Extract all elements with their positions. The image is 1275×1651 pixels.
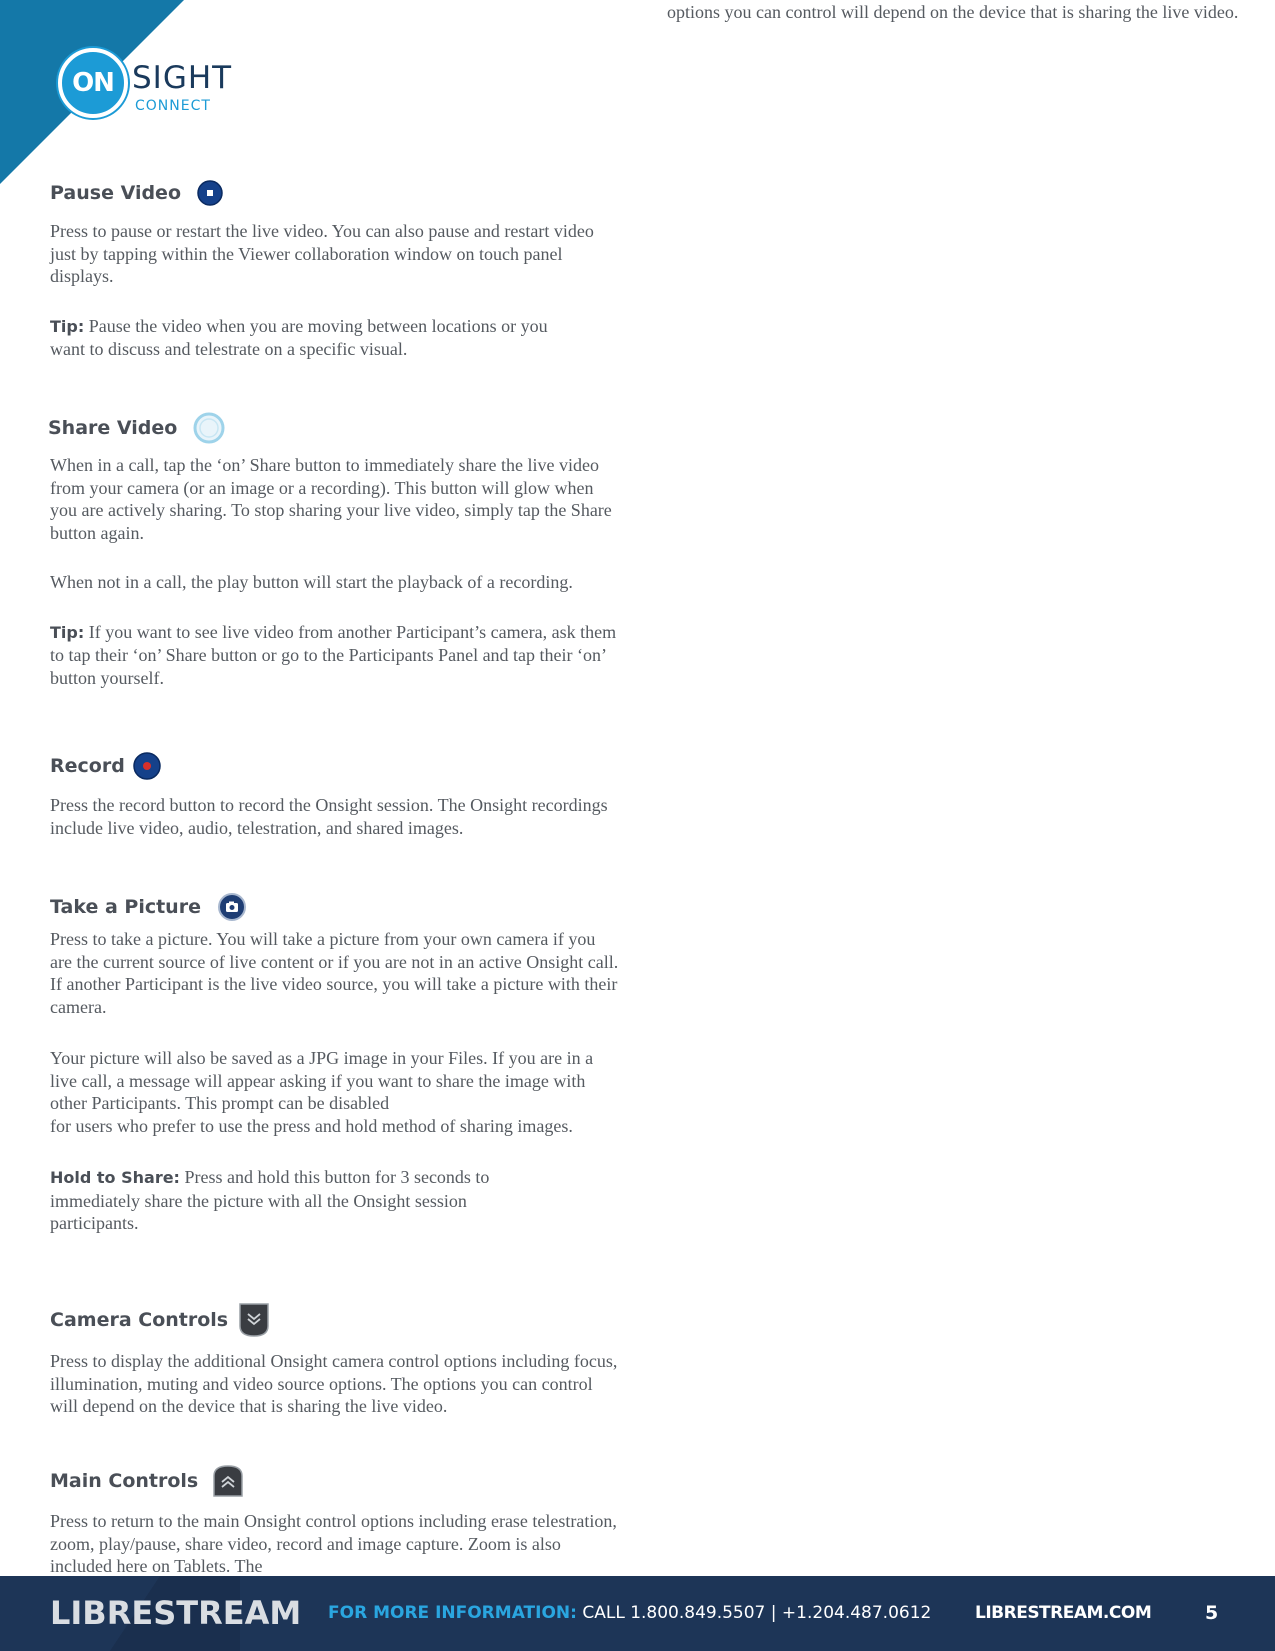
section-record (50, 752, 620, 839)
pause-icon (197, 180, 223, 206)
footer-website-link[interactable]: LIBRESTREAM.COM (975, 1603, 1152, 1623)
hold-to-share (50, 1166, 530, 1235)
section-title (50, 180, 620, 206)
section-share-video (50, 412, 620, 689)
record-icon (133, 752, 161, 780)
share-video-title: Share Video (48, 417, 178, 439)
page-number: 5 (1205, 1602, 1219, 1624)
main-controls-title: Main Controls (50, 1470, 199, 1492)
camera-controls-body: Press to display the additional Onsight camera control options including focus, illumination, muting and video source options. The options you can control will depend on the device that is sharing the live video. (50, 1351, 618, 1416)
share-video-tip (50, 621, 620, 690)
take-picture-body-2 (50, 1047, 620, 1137)
chevron-up-icon (212, 1464, 244, 1498)
record-body: Press the record button to record the Onsight session. The Onsight recordings include live video, audio, telestration, and shared images. (50, 795, 608, 838)
footer-info-label: FOR MORE INFORMATION: (328, 1603, 577, 1623)
section-title (50, 752, 620, 780)
section-main-controls (50, 1464, 620, 1578)
camera-icon (217, 892, 247, 922)
take-picture-title: Take a Picture (50, 896, 201, 918)
footer-bar (0, 1576, 1275, 1651)
chevron-down-icon (238, 1302, 270, 1338)
logo-on-badge: ON (58, 48, 128, 118)
hold-to-share-text: Press and hold this button for 3 seconds to immediately share the picture with all the Onsight session participants. (50, 1167, 490, 1233)
take-picture-body: Press to take a picture. You will take a picture from your own camera if you are the current source of live content or if you are not in an active Onsight call. If another Participant is the live video source, you will take a picture with their camera. (50, 929, 619, 1017)
share-video-body-2: When not in a call, the play button will start the playback of a recording. (50, 572, 573, 592)
section-title (50, 892, 620, 922)
main-controls-body: Press to return to the main Onsight control options including erase telestration, zoom, play/pause, share video, record and image capture. Zoom is also included here on Tablets. The (50, 1511, 617, 1576)
right-column-text: options you can control will depend on the device that is sharing the live video. (667, 2, 1239, 22)
section-take-picture (50, 892, 620, 1235)
record-title: Record (50, 755, 125, 777)
take-picture-body-2b: for users who prefer to use the press and hold method of sharing images. (50, 1115, 573, 1136)
section-title (50, 1464, 620, 1498)
take-picture-body-2a: Your picture will also be saved as a JPG image in your Files. If you are in a live call, a message will appear asking if you want to share the image with other Participants. This prompt can be disabled (50, 1048, 594, 1113)
share-icon (193, 412, 225, 444)
share-video-body: When in a call, tap the ‘on’ Share button to immediately share the live video from your camera (or an image or a recording). This button will glow when you are actively sharing. To stop sharing your live video, simply tap the Share button again. (50, 455, 612, 543)
onsight-connect-logo (58, 44, 248, 124)
tip-text: Pause the video when you are moving between locations or you (88, 315, 548, 336)
footer-phone[interactable]: CALL 1.800.849.5507 | +1.204.487.0612 (582, 1603, 932, 1623)
tip-text-continued: want to discuss and telestrate on a specific visual. (50, 339, 408, 359)
footer-brand-logo: LIBRESTREAM (50, 1594, 302, 1632)
logo-sight-text: SIGHT (132, 60, 233, 96)
section-title (50, 1302, 620, 1338)
tip-label: Tip: (50, 622, 85, 642)
camera-controls-title: Camera Controls (50, 1309, 229, 1331)
tip-text: If you want to see live video from another Participant’s camera, ask them to tap their ‘on’ Share button or go to the Participants Panel and tap their ‘on’ button yourself. (50, 621, 617, 688)
footer-contact (328, 1603, 931, 1623)
section-title (48, 412, 620, 444)
section-camera-controls (50, 1302, 620, 1418)
hold-to-share-label: Hold to Share: (50, 1168, 180, 1187)
pause-video-title: Pause Video (50, 182, 181, 204)
pause-video-body: Press to pause or restart the live video. You can also pause and restart video just by tapping within the Viewer collaboration window on touch panel displays. (50, 221, 594, 286)
pause-video-tip (50, 315, 620, 361)
tip-label: Tip: (50, 316, 85, 336)
section-pause-video (50, 180, 620, 361)
logo-connect-text: CONNECT (135, 98, 211, 114)
